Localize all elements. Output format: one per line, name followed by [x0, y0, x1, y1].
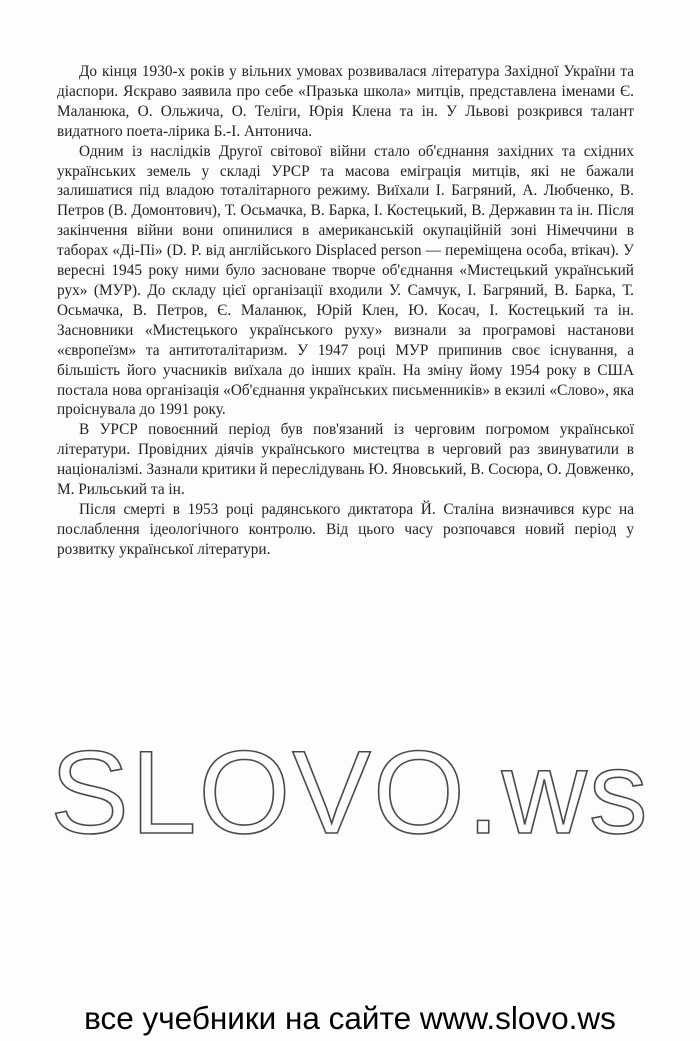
paragraph-1: До кінця 1930-х років у вільних умовах розвивалася література Західної України та діаспори. Яскраво заявила про себе «Празька школа» митців, представлена іменами Є. Маланюка, О. Ольжича, О. Теліги, Юрія Клена та ін. У Львові розкрився талант видатного поета-лірика Б.-І. Антонича. — [57, 63, 634, 140]
footer-site-banner: все учебники на сайте www.slovo.ws — [84, 1000, 616, 1036]
site-watermark: SLOVO.ws — [50, 727, 650, 859]
paragraph-4: Після смерті в 1953 році радянського диктатора Й. Сталіна визначився курс на послаблення ідеологічного контролю. Від цього часу розпочався новий період у розвитку української літератури. — [57, 500, 634, 558]
paragraph-2: Одним із наслідків Другої світової війни стало об'єднання західних та східних українських земель у складі УРСР та масова еміграція митців, які не бажали залишатися під владою тоталітарного режиму. Виїхали І. Багряний, А. Любченко, В. Петров (В. Домонтович), Т. Осьмачка, В. Барка, І. Костецький, В. Державин та ін. Після закінчення війни вони опинилися в американській окупаційній зоні Німеччини в таборах «Ді-Пі» (D. P. від англійського Displaced person — переміщена особа, втікач). У вересні 1945 року ними було засноване творче об'єднання «Мистецький український рух» (МУР). До складу цієї організації входили У. Самчук, І. Багряний, В. Барка, Т. Осьмачка, В. Петров, Є. Маланюк, Юрій Клен, Ю. Косач, І. Костецький та ін. Засновники «Мистецького українського руху» визнали за програмові настанови «європеїзм» та антитоталітаризм. У 1947 році МУР припинив своє існування, а більшість його учасників виїхала до інших країн. На зміну йому 1954 року в США постала нова організація «Об'єднання українських письменників» в екзилі «Слово», яка проіснувала до 1991 року. — [57, 142, 634, 419]
paragraph-3: В УРСР повоєнний період був пов'язаний із черговим погромом української літератури. Провідних діячів українського мистецтва в черговий раз звинуватили в націоналізмі. Зазнали критики й переслідувань Ю. Яновський, В. Сосюра, О. Довженко, М. Рильський та ін. — [57, 421, 634, 499]
body-text — [57, 62, 634, 560]
